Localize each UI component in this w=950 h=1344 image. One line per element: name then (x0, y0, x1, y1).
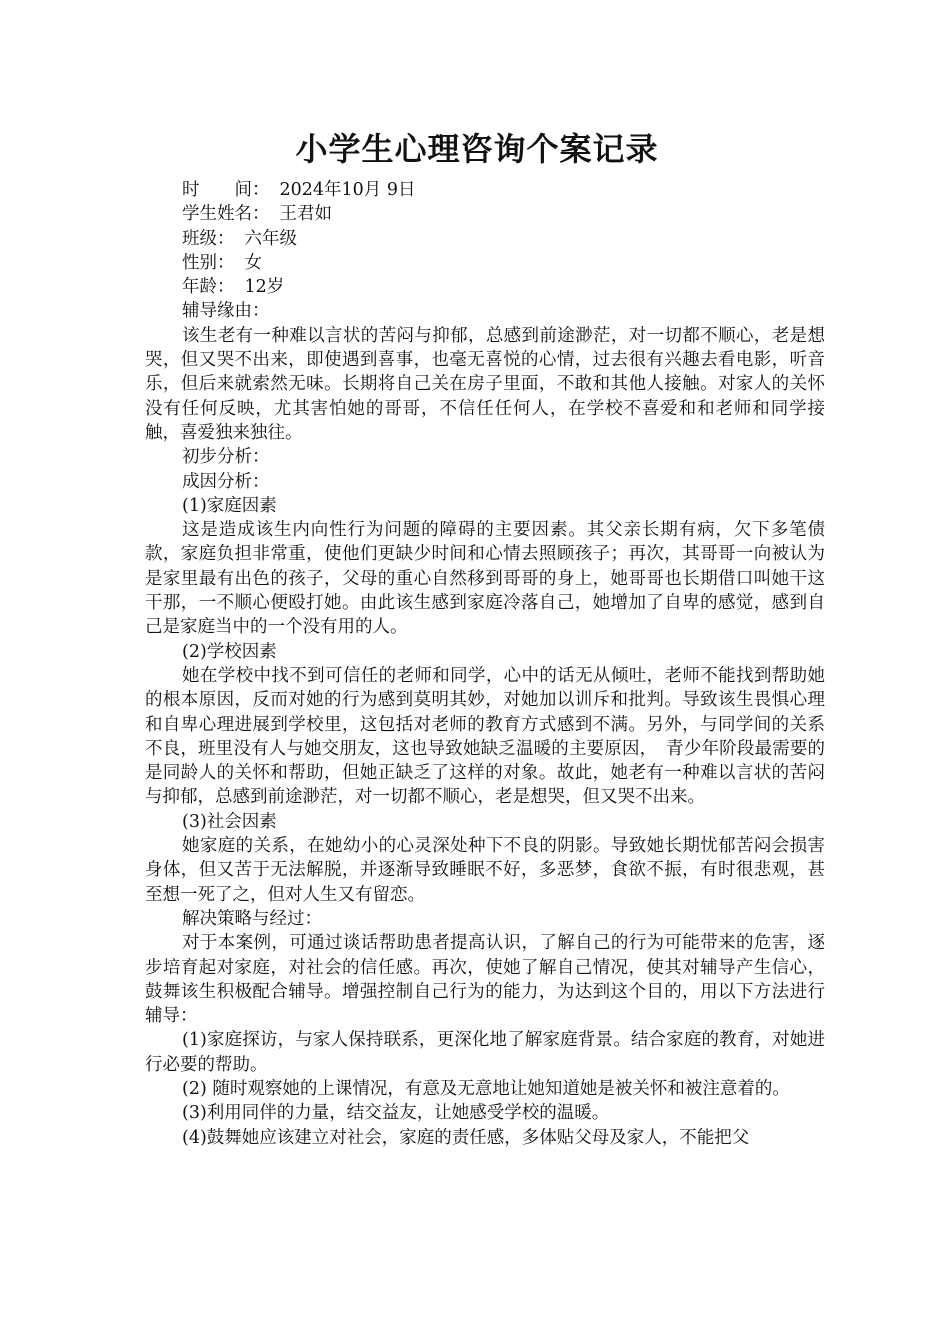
strategy-step-2: (2) 随时观察她的上课情况，有意及无意地让她知道她是被关怀和被注意着的。 (182, 1078, 790, 1099)
analysis-heading: 初步分析： (182, 447, 270, 468)
gender-label: 性别： (182, 252, 235, 273)
society-paragraph: 她家庭的关系，在她幼小的心灵深处种下不良的阴影。导致她长期忧郁苦闷会损害身体，但又苦于无法解脱，并逐渐导致睡眠不好，多恶梦，食欲不振，有时很悲观，甚至想一死了之，但对人生又有留恋。 (145, 836, 825, 905)
class-label: 班级： (182, 228, 235, 249)
meta-name (145, 202, 825, 226)
strategy-step-3: (3)利用同伴的力量，结交益友，让她感受学校的温暖。 (182, 1103, 610, 1124)
society-heading: (3)社会因素 (182, 811, 277, 832)
name-label: 学生姓名： (182, 204, 270, 225)
time-value: 2024年10月 9日 (279, 180, 416, 200)
age-label: 年龄： (182, 277, 235, 298)
meta-age (145, 275, 825, 299)
family-paragraph: 这是造成该生内向性行为问题的障碍的主要因素。其父亲长期有病，欠下多笔债款，家庭负担非常重，使他们更缺少时间和心情去照顾孩子；再次，其哥哥一向被认为是家里最有出色的孩子，父母的重心自然移到哥哥的身上，她哥哥也长期借口叫她干这干那，一不顺心便殴打她。由此该生感到家庭冷落自己，她增加了自卑的感觉，感到自己是家庭当中的一个没有用的人。 (145, 520, 825, 638)
strategy-paragraph: 对于本案例，可通过谈话帮助患者提高认识，了解自己的行为可能带来的危害，逐步培育起对家庭，对社会的信任感。再次，使她了解自己情况，使其对辅导产生信心，鼓舞该生积极配合辅导。增强控制自己行为的能力，为达到这个目的，用以下方法进行辅导： (145, 933, 825, 1027)
age-value: 12岁 (244, 277, 285, 298)
name-value: 王君如 (279, 204, 332, 225)
meta-class (145, 227, 825, 251)
document-title: 小学生心理咨询个案记录 (295, 130, 659, 168)
school-heading: (2)学校因素 (182, 641, 277, 662)
time-label: 时 间： (182, 180, 270, 200)
reason-heading: 辅导缘由： (182, 301, 270, 322)
document-page (145, 120, 825, 1150)
school-paragraph: 她在学校中找不到可信任的老师和同学，心中的话无从倾吐，老师不能找到帮助她的根本原因，反而对她的行为感到莫明其妙，对她加以训斥和批判。导致该生畏惧心理和自卑心理进展到学校里，这包括对老师的教育方式感到不满。另外，与同学间的关系不良，班里没有人与她交朋友，这也导致她缺乏温暖的主要原因， 青少年阶段最需要的是同龄人的关怀和帮助，但她正缺乏了这样的对象。故此，她老有一种难以言状的苦闷与抑郁，总感到前途渺茫，对一切都不顺心，老是想哭，但又哭不出来。 (145, 665, 825, 808)
class-value: 六年级 (244, 228, 297, 249)
strategy-step-4: (4)鼓舞她应该建立对社会，家庭的责任感，多体贴父母及家人，不能把父 (182, 1127, 750, 1148)
family-heading: (1)家庭因素 (182, 495, 277, 516)
gender-value: 女 (244, 252, 262, 273)
meta-gender (145, 251, 825, 275)
reason-paragraph: 该生老有一种难以言状的苦闷与抑郁，总感到前途渺茫，对一切都不顺心，老是想哭，但又哭不出来，即使遇到喜事，也毫无喜悦的心情，过去很有兴趣去看电影，听音乐，但后来就索然无味。长期将自己关在房子里面，不敢和其他人接触。对家人的关怀没有任何反映，尤其害怕她的哥哥，不信任任何人，在学校不喜爱和和老师和同学接触，喜爱独来独往。 (145, 325, 825, 443)
meta-time (145, 178, 825, 202)
cause-heading: 成因分析： (182, 471, 270, 492)
strategy-step-1: (1)家庭探访，与家人保持联系，更深化地了解家庭背景。结合家庭的教育，对她进行必要的帮助。 (145, 1030, 825, 1075)
strategy-heading: 解决策略与经过： (182, 908, 322, 929)
